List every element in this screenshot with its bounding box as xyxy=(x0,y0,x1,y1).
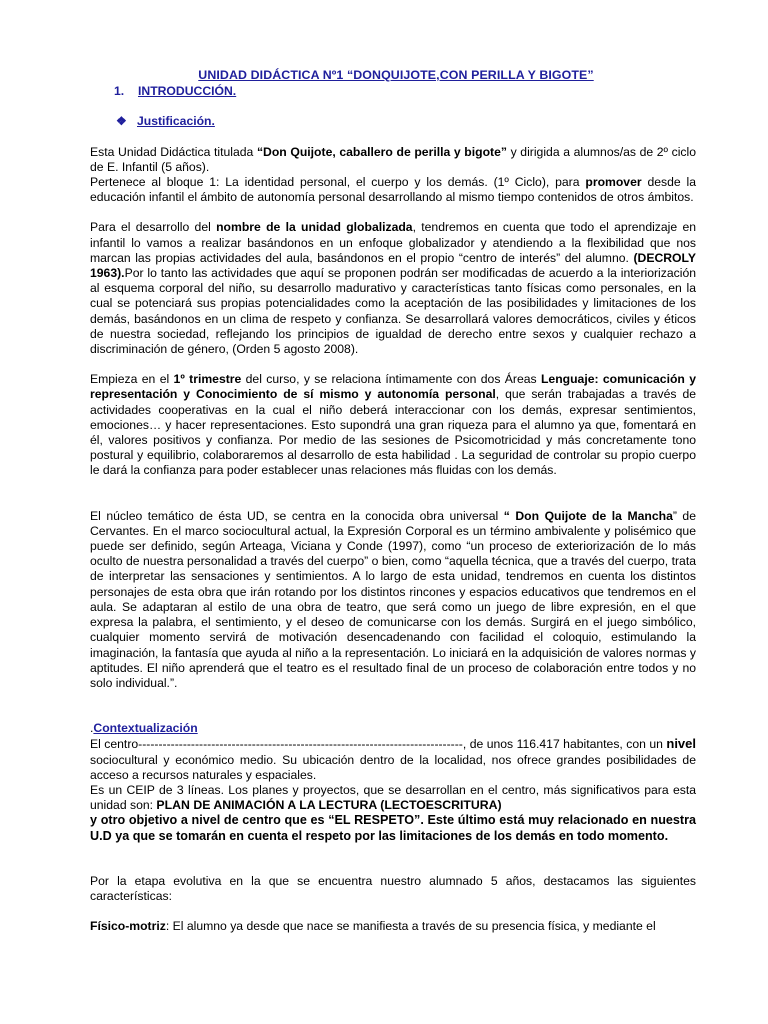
text-run: . xyxy=(90,721,94,736)
text-run: del curso, y se relaciona íntimamente con dos Áreas xyxy=(241,372,541,387)
section-heading-introduccion xyxy=(90,84,696,99)
text-run: Pertenece al bloque 1: La identidad personal, el cuerpo y los demás. (1º Ciclo), para xyxy=(90,175,586,190)
text-run: Empieza en el xyxy=(90,372,174,387)
diamond-bullet-icon: ❖ xyxy=(116,114,127,129)
document-page xyxy=(90,68,696,934)
document-title: UNIDAD DIDÁCTICA Nº1 “DONQUIJOTE,CON PERILLA Y BIGOTE” xyxy=(198,68,594,82)
text-run: , de unos 116.417 habitantes, con un xyxy=(462,737,667,752)
paragraph-block xyxy=(90,175,696,205)
paragraph-centro xyxy=(90,736,696,783)
paragraph-etapa: Por la etapa evolutiva en la que se encuentra nuestro alumnado 5 años, destacamos las siguientes características: xyxy=(90,873,696,903)
text-run: Es un CEIP de 3 líneas. Los planes y proyectos, que se desarrollan en el centro, más significativos para esta unidad son: xyxy=(90,782,696,813)
bold-term: 1º trimestre xyxy=(173,372,242,387)
redacted-dashes: -------------------------------------------------------------------------------- xyxy=(138,737,463,752)
text-run: El núcleo temático de ésta UD, se centra en la conocida obra universal xyxy=(90,508,504,523)
paragraph-nucleo-tematico xyxy=(90,509,696,691)
citation-bold: (DECROLY 1963). xyxy=(90,250,696,281)
paragraph-fisico-motriz xyxy=(90,919,696,934)
text-run: Esta Unidad Didáctica titulada xyxy=(90,144,257,159)
paragraph-trimestre xyxy=(90,372,696,478)
areas-bold: Lenguaje: comunicación y representación y Conocimiento de sí mismo y autonomía personal xyxy=(90,372,696,402)
section-number: 1. xyxy=(114,84,125,99)
paragraph-respeto: y otro objetivo a nivel de centro que es “EL RESPETO”. Este último está muy relacionado en nuestra U.D ya que se tomarán en cuenta el respeto por las limitaciones de los demás en todo momento. xyxy=(90,813,696,843)
unit-title-emphasis: “Don Quijote, caballero de perilla y bigote” xyxy=(256,144,507,159)
text-run: y dirigida a alumnos/as de 2º ciclo de E. Infantil (5 años). xyxy=(90,144,697,174)
bold-term: nivel xyxy=(666,736,696,752)
subsection-heading-contextualizacion xyxy=(90,721,696,736)
text-run: sociocultural y económico medio. Su ubicación dentro de la localidad, nos ofrece grandes posibilidades de acceso a recursos naturales y espaciales. xyxy=(90,752,696,782)
plan-bold: PLAN DE ANIMACIÓN A LA LECTURA (LECTOESCRITURA) xyxy=(156,798,502,813)
text-run: , tendremos en cuenta que todo el aprendizaje en infantil lo vamos a realizar basándonos en un enfoque globalizador y atendiendo a la flexibilidad que nos marcan las propias actividades del aula, basándonos en el propio “centro de interés” del alumno. xyxy=(90,220,696,265)
subsection-heading-justificacion xyxy=(90,114,696,129)
text-run: Para el desarrollo del xyxy=(90,220,217,235)
text-run: : El alumno ya desde que nace se manifiesta a través de su presencia física, y mediante el xyxy=(165,919,656,934)
paragraph-desarrollo xyxy=(90,220,696,357)
bold-term: promover xyxy=(585,175,642,190)
paragraph-ceip xyxy=(90,783,696,813)
subsection-label: Justificación. xyxy=(137,114,215,129)
text-run: desde la educación infantil el ámbito de autonomía personal desarrollando al mismo tiempo contenidos de otros ámbitos. xyxy=(90,175,696,205)
paragraph-title-unit xyxy=(90,145,696,175)
section-label: INTRODUCCIÓN. xyxy=(138,84,237,99)
bold-term: nombre de la unidad globalizada xyxy=(216,220,413,235)
bold-term: Físico-motriz xyxy=(90,919,166,934)
work-title-bold: “ Don Quijote de la Mancha xyxy=(503,508,673,523)
text-run: ” de Cervantes. En el marco sociocultural actual, la Expresión Corporal es un término ambivalente y polisémico que puede ser definido, según Arteaga, Viciana y Conde (1997), como “un proceso de exteriorización de lo más oculto de nuestra personalidad a través del cuerpo” o bien, como “aquella técnica, que a través del cuerpo, trata de interpretar las sensaciones y sentimientos. A lo largo de esta unidad, tendremos en cuenta los distintos personajes de esta obra que irán rotando por los distintos rincones y espacios educativos que tendremos en el aula. Se adaptaran al estilo de una obra de teatro, que será como un juego de libre expresión, en el que expresa la palabra, el sentimiento, y el deseo de comunicarse con los demás. Surgirá en el juego simbólico, cualquier momento servirá de motivación desencadenando con facilidad el coloquio, estimulando la imaginación, la fantasía que ayuda al niño a la representación. Lo iniciará en la adquisición de valores normas y aptitudes. El niño aprenderá que el teatro es el resultado final de un proceso de colaboración entre todos y no solo individual.”. xyxy=(90,508,696,690)
text-run: , que serán trabajadas a través de actividades cooperativas en la cual el niño deberá interaccionar con los demás, expresar sentimientos, emociones… y hacer representaciones. Esto supondrá una gran riqueza para el alumno ya que, fomentará en él, valores positivos y confianza. Por medio de las sesiones de Psicomotricidad y más concretamente tono postural y equilibrio, colaboraremos al desarrollo de esta habilidad . La seguridad de controlar su propio cuerpo le dará la confianza para poder establecer unas relaciones más fluidas con los demás. xyxy=(90,387,696,478)
text-run: Por lo tanto las actividades que aquí se proponen podrán ser modificadas de acuerdo a la interiorización al esquema corporal del niño, su desarrollo madurativo y características tanto físicas como personales, en la cual se potenciará sus propias potencialidades como la aceptación de las posibilidades y limitaciones de los demás, basándonos en un clima de respeto y confianza. Se desarrollará valores democráticos, civiles y éticos de nuestra sociedad, reflejando los principios de igualdad de derecho entre sexos y cualquier rechazo a discriminación de género, (Orden 5 agosto 2008). xyxy=(90,266,696,357)
text-run: El centro xyxy=(90,737,139,752)
subsection-label: Contextualización xyxy=(93,721,198,736)
